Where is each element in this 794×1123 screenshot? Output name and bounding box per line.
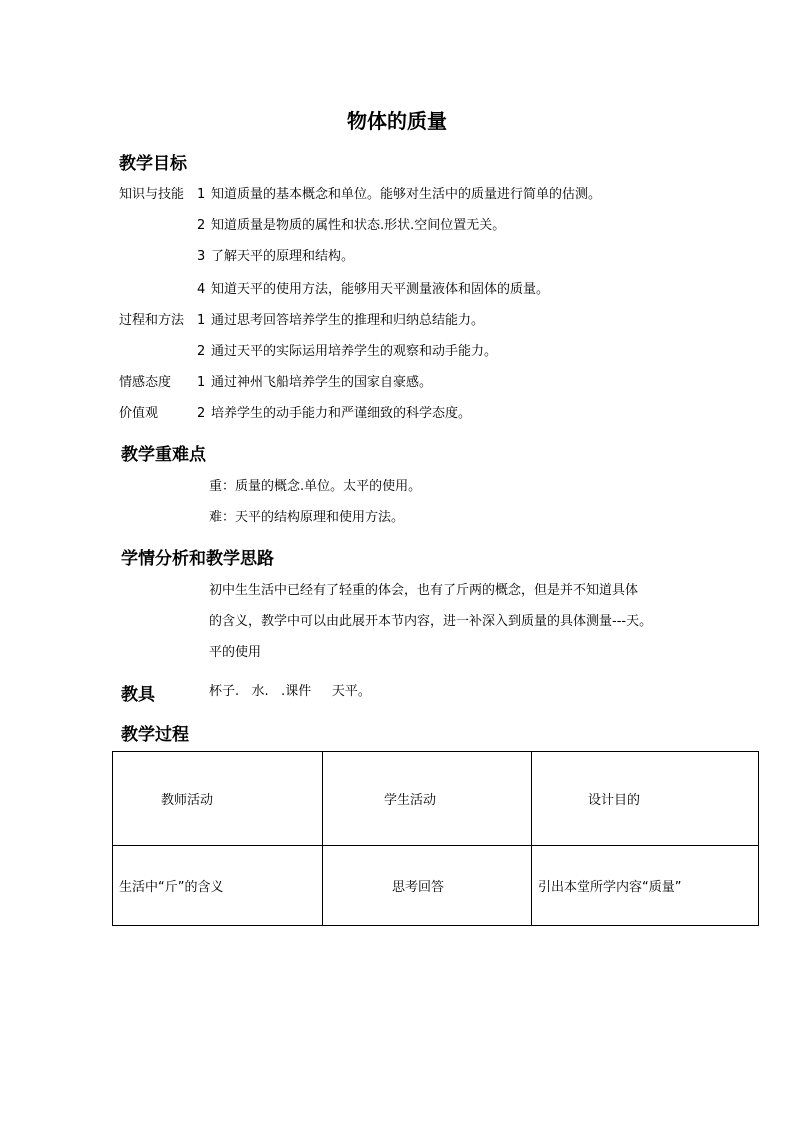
goal-text: 知道天平的使用方法，能够用天平测量液体和固体的质量。 <box>211 282 550 297</box>
tools-list: 杯子. 水. .课件 天平。 <box>209 684 371 699</box>
cell-student-activity: 思考回答 <box>392 880 445 895</box>
procedure-table <box>112 751 759 926</box>
goal-text: 通过天平的实际运用培养学生的观察和动手能力。 <box>211 344 498 359</box>
section-heading-analysis: 学情分析和教学思路 <box>121 549 274 569</box>
section-heading-goals: 教学目标 <box>119 154 187 174</box>
cell-teacher-activity: 生活中“斤”的含义 <box>119 880 224 895</box>
goal-num: 1 <box>197 187 206 202</box>
goal-num: 4 <box>197 282 206 297</box>
goal-num: 3 <box>197 249 206 264</box>
column-purpose: 设计目的 <box>588 793 641 808</box>
goal-num: 2 <box>197 344 206 359</box>
goal-num: 2 <box>197 406 206 421</box>
column-teacher: 教师活动 <box>161 793 214 808</box>
cell-design-purpose: 引出本堂所学内容“质量” <box>538 880 682 895</box>
table-header-cell <box>323 752 532 846</box>
goal-label-process: 过程和方法 <box>119 313 185 328</box>
table-header-row <box>113 752 759 846</box>
goal-num: 1 <box>197 313 206 328</box>
goal-text: 知道质量是物质的属性和状态.形状.空间位置无关。 <box>211 218 506 233</box>
goal-text: 通过思考回答培养学生的推理和归纳总结能力。 <box>211 313 485 328</box>
section-heading-procedure: 教学过程 <box>121 725 189 745</box>
table-cell <box>532 846 759 926</box>
goal-text: 知道质量的基本概念和单位。能够对生活中的质量进行简单的估测。 <box>211 187 602 202</box>
table-cell <box>113 846 323 926</box>
goal-num: 1 <box>197 375 206 390</box>
section-heading-tools: 教具 <box>121 685 155 705</box>
table-header-cell <box>532 752 759 846</box>
table-header-cell <box>113 752 323 846</box>
goal-num: 2 <box>197 218 206 233</box>
goal-text: 培养学生的动手能力和严谨细致的科学态度。 <box>211 406 472 421</box>
table-cell <box>323 846 532 926</box>
goal-text: 通过神州飞船培养学生的国家自豪感。 <box>211 375 433 390</box>
goal-label-knowledge: 知识与技能 <box>119 187 185 202</box>
section-heading-keypoints: 教学重难点 <box>121 445 206 465</box>
analysis-line: 的含义，教学中可以由此展开本节内容，进一补深入到质量的具体测量---天。 <box>209 614 653 629</box>
goal-label-attitude: 情感态度 <box>119 375 172 390</box>
keypoint-key: 重：质量的概念.单位。太平的使用。 <box>209 479 422 494</box>
analysis-line: 初中生生活中已经有了轻重的体会，也有了斤两的概念，但是并不知道具体 <box>209 583 639 598</box>
page-title: 物体的质量 <box>347 109 447 133</box>
keypoint-difficult: 难：天平的结构原理和使用方法。 <box>209 510 405 525</box>
goal-text: 了解天平的原理和结构。 <box>211 249 355 264</box>
column-student: 学生活动 <box>384 793 437 808</box>
analysis-line: 平的使用 <box>209 645 262 660</box>
goal-label-values: 价值观 <box>119 406 159 421</box>
table-row <box>113 846 759 926</box>
